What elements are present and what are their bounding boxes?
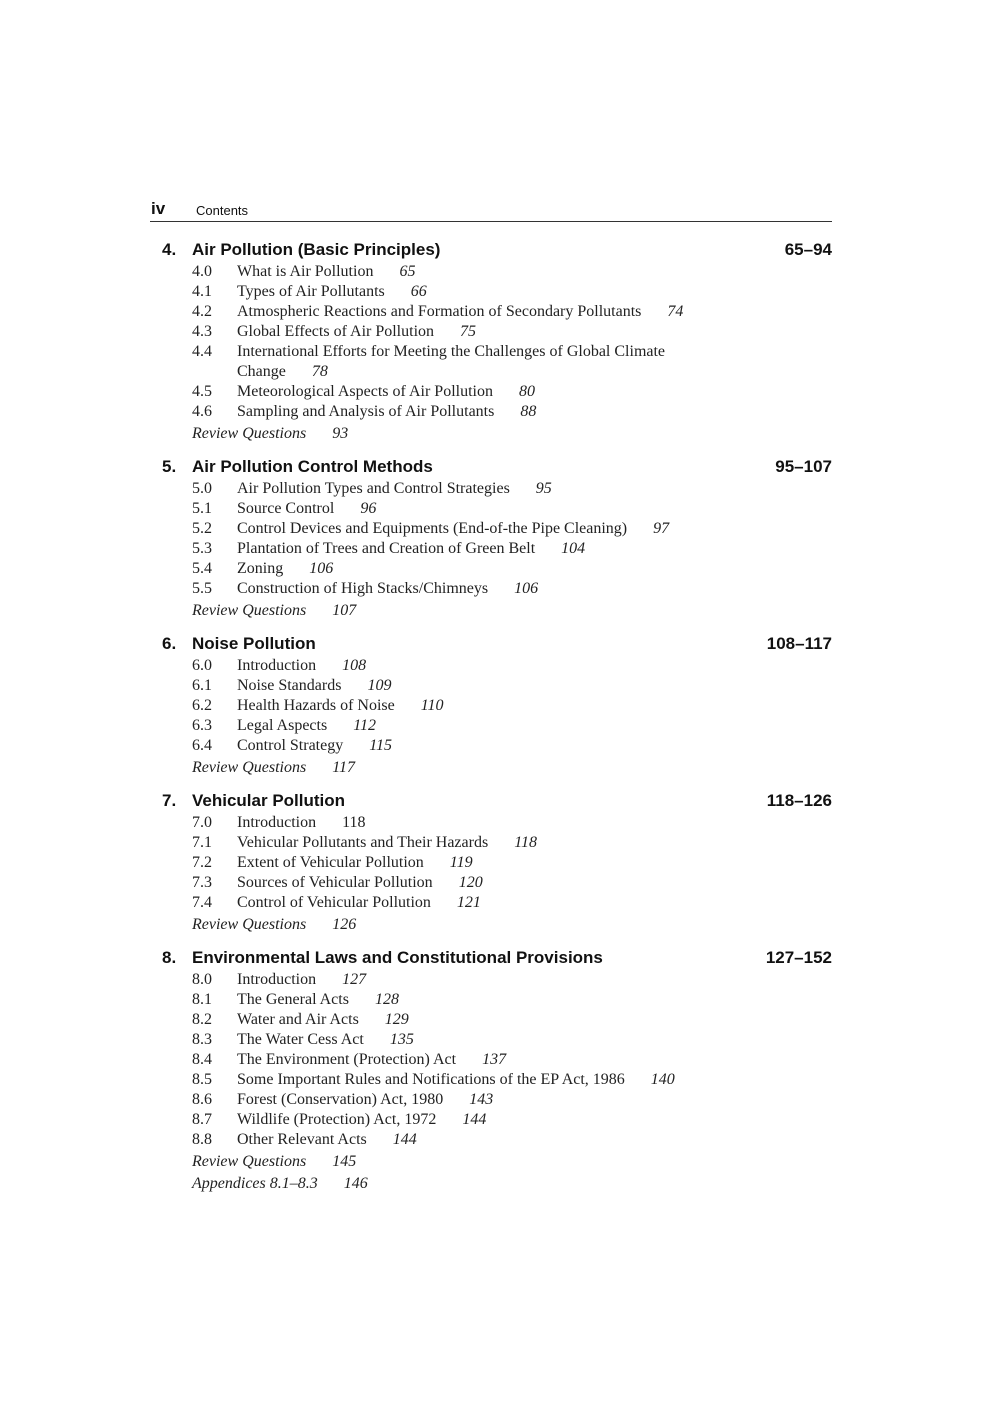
section-page: 75: [460, 323, 477, 340]
section-title: Forest (Conservation) Act, 1980: [237, 1091, 444, 1108]
chapter-block: [150, 632, 832, 778]
chapter-page-range: 95–107: [775, 457, 832, 476]
toc-entry: [150, 1070, 747, 1090]
section-title: Other Relevant Acts: [237, 1131, 367, 1148]
chapter-title: Air Pollution Control Methods: [192, 457, 433, 476]
chapter-title: Environmental Laws and Constitutional Provisions: [192, 948, 603, 967]
section-title: Noise Standards: [237, 677, 342, 694]
section-title: Global Effects of Air Pollution: [237, 323, 435, 340]
section-title: Control Devices and Equipments (End-of-the Pipe Cleaning): [237, 520, 628, 537]
section-title: Wildlife (Protection) Act, 1972: [237, 1111, 437, 1128]
section-title: What is Air Pollution: [237, 263, 374, 280]
toc-entry: [150, 1130, 747, 1150]
section-page: 120: [458, 874, 483, 891]
section-page: 112: [353, 717, 377, 734]
chapter-number: 4.: [162, 240, 177, 259]
section-title: Control of Vehicular Pollution: [237, 894, 431, 911]
section-page: 110: [420, 697, 444, 714]
section-number: 7.0: [192, 814, 212, 831]
section-title: Health Hazards of Noise: [237, 697, 395, 714]
section-page: 127: [342, 971, 367, 988]
toc-entry: [150, 342, 747, 382]
toc-entry: [150, 716, 747, 736]
section-number: 4.3: [192, 323, 212, 340]
section-title: The Water Cess Act: [237, 1031, 364, 1048]
toc-entry: [150, 559, 747, 579]
section-title: Introduction: [237, 657, 317, 674]
extra-title: Review Questions: [192, 916, 307, 933]
toc-entry: [150, 1010, 747, 1030]
toc-entry: [150, 382, 747, 402]
toc-extra-entry: [150, 915, 832, 935]
toc-entry: [150, 1030, 747, 1050]
section-title: Meteorological Aspects of Air Pollution: [237, 383, 493, 400]
section-title: Legal Aspects: [237, 717, 328, 734]
section-number: 8.0: [192, 971, 212, 988]
section-number: 6.4: [192, 737, 212, 754]
section-page: 108: [342, 657, 367, 674]
section-title: The Environment (Protection) Act: [237, 1051, 457, 1068]
toc-entry: [150, 696, 747, 716]
section-page: 119: [449, 854, 473, 871]
section-page: 106: [514, 580, 539, 597]
section-number: 8.3: [192, 1031, 212, 1048]
section-page: 115: [369, 737, 393, 754]
section-number: 8.8: [192, 1131, 212, 1148]
section-page: 106: [309, 560, 334, 577]
toc-extra-entry: [150, 424, 832, 444]
section-number: 6.1: [192, 677, 212, 694]
running-title: Contents: [196, 203, 249, 218]
section-page: 78: [311, 363, 328, 380]
section-page: 140: [650, 1071, 675, 1088]
extra-page: 145: [332, 1153, 357, 1170]
extra-page: 117: [332, 759, 356, 776]
section-number: 8.5: [192, 1071, 212, 1088]
toc-entry: [150, 893, 747, 913]
section-page: 66: [410, 283, 427, 300]
extra-title: Review Questions: [192, 1153, 307, 1170]
chapter-title: Air Pollution (Basic Principles): [192, 240, 441, 259]
toc-entry: [150, 519, 747, 539]
section-number: 4.0: [192, 263, 212, 280]
chapter-page-range: 127–152: [765, 948, 832, 967]
section-title: Source Control: [237, 500, 335, 517]
section-page: 95: [535, 480, 552, 497]
toc-entry: [150, 873, 747, 893]
section-page: 143: [469, 1091, 494, 1108]
section-title: Introduction: [237, 971, 317, 988]
extra-title: Review Questions: [192, 759, 307, 776]
chapter-block: [150, 238, 832, 444]
extra-page: 126: [332, 916, 357, 933]
toc-extra-entry: [150, 1174, 832, 1194]
toc-entry: [150, 302, 747, 322]
extra-title: Review Questions: [192, 425, 307, 442]
section-number: 4.2: [192, 303, 212, 320]
section-page: 88: [520, 403, 537, 420]
toc-entry: [150, 676, 747, 696]
section-number: 8.1: [192, 991, 212, 1008]
chapter-heading: [150, 455, 832, 479]
toc-entry: [150, 656, 747, 676]
section-title: Air Pollution Types and Control Strategies: [237, 480, 510, 497]
section-page: 80: [518, 383, 535, 400]
section-number: 5.2: [192, 520, 212, 537]
section-number: 8.7: [192, 1111, 212, 1128]
section-page: 96: [360, 500, 377, 517]
section-page: 135: [389, 1031, 414, 1048]
section-page: 144: [392, 1131, 417, 1148]
section-title: Zoning: [237, 560, 284, 577]
section-number: 8.6: [192, 1091, 212, 1108]
chapter-number: 8.: [162, 948, 177, 967]
section-number: 6.3: [192, 717, 212, 734]
toc-entry: [150, 1050, 747, 1070]
toc-entry: [150, 402, 747, 422]
section-number: 8.2: [192, 1011, 212, 1028]
chapter-number: 5.: [162, 457, 177, 476]
section-number: 5.4: [192, 560, 212, 577]
toc-entry: [150, 833, 747, 853]
section-page: 104: [561, 540, 586, 557]
chapter-title: Vehicular Pollution: [192, 791, 346, 810]
chapter-page-range: 118–126: [766, 791, 832, 810]
section-number: 7.1: [192, 834, 212, 851]
section-number: 4.4: [192, 343, 212, 360]
extra-title: Review Questions: [192, 602, 307, 619]
section-page: 144: [462, 1111, 487, 1128]
toc-extra-entry: [150, 601, 832, 621]
chapter-number: 6.: [162, 634, 177, 653]
section-title: Plantation of Trees and Creation of Green Belt: [237, 540, 536, 557]
section-page: 74: [667, 303, 684, 320]
toc-entry: [150, 322, 747, 342]
section-number: 5.1: [192, 500, 212, 517]
section-title: Construction of High Stacks/Chimneys: [237, 580, 489, 597]
chapter-page-range: 65–94: [784, 240, 832, 259]
section-number: 7.2: [192, 854, 212, 871]
section-page: 137: [482, 1051, 507, 1068]
section-page: 121: [456, 894, 481, 911]
section-page: 97: [653, 520, 670, 537]
chapter-block: [150, 946, 832, 1194]
section-number: 6.2: [192, 697, 212, 714]
toc-entry: [150, 736, 747, 756]
section-number: 7.3: [192, 874, 212, 891]
section-number: 5.3: [192, 540, 212, 557]
toc-entry: [150, 282, 747, 302]
chapter-heading: [150, 238, 832, 262]
extra-page: 93: [332, 425, 349, 442]
chapter-heading: [150, 789, 832, 813]
section-title: Water and Air Acts: [237, 1011, 359, 1028]
section-page: 65: [399, 263, 416, 280]
page-number: iv: [151, 199, 166, 218]
section-title: The General Acts: [237, 991, 349, 1008]
section-number: 5.0: [192, 480, 212, 497]
section-number: 4.1: [192, 283, 212, 300]
section-number: 8.4: [192, 1051, 212, 1068]
toc-entry: [150, 539, 747, 559]
toc-extra-entry: [150, 1152, 832, 1172]
chapter-heading: [150, 946, 832, 970]
toc-entry: [150, 990, 747, 1010]
chapter-block: [150, 455, 832, 621]
section-title: Introduction: [237, 814, 317, 831]
toc-entry: [150, 499, 747, 519]
section-number: 4.5: [192, 383, 212, 400]
section-title: Atmospheric Reactions and Formation of Secondary Pollutants: [237, 303, 642, 320]
chapter-title: Noise Pollution: [192, 634, 316, 653]
chapter-page-range: 108–117: [766, 634, 832, 653]
toc-entry: [150, 970, 747, 990]
section-title: Extent of Vehicular Pollution: [237, 854, 424, 871]
section-title: Types of Air Pollutants: [237, 283, 385, 300]
section-page: 109: [367, 677, 392, 694]
section-title: Sources of Vehicular Pollution: [237, 874, 433, 891]
section-page: 118: [342, 814, 366, 831]
toc-entry: [150, 813, 747, 833]
section-number: 7.4: [192, 894, 212, 911]
section-page: 129: [384, 1011, 409, 1028]
chapter-heading: [150, 632, 832, 656]
extra-page: 107: [332, 602, 357, 619]
section-number: 4.6: [192, 403, 212, 420]
toc-entry: [150, 479, 747, 499]
extra-page: 146: [343, 1175, 368, 1192]
section-page: 118: [514, 834, 537, 851]
chapter-block: [150, 789, 832, 935]
header-rule: [150, 221, 832, 222]
section-number: 5.5: [192, 580, 212, 597]
toc-entry: [150, 1090, 747, 1110]
section-title: Control Strategy: [237, 737, 344, 754]
toc-entry: [150, 579, 747, 599]
toc-entry: [150, 1110, 747, 1130]
section-title: Vehicular Pollutants and Their Hazards: [237, 834, 489, 851]
section-page: 128: [374, 991, 399, 1008]
section-number: 6.0: [192, 657, 212, 674]
section-title: International Efforts for Meeting the Challenges of Global Climate Change: [237, 343, 666, 380]
section-title: Some Important Rules and Notifications of the EP Act, 1986: [237, 1071, 625, 1088]
toc-entry: [150, 853, 747, 873]
toc-entry: [150, 262, 747, 282]
chapter-number: 7.: [162, 791, 177, 810]
toc-extra-entry: [150, 758, 832, 778]
section-title: Sampling and Analysis of Air Pollutants: [237, 403, 495, 420]
extra-title: Appendices 8.1–8.3: [192, 1175, 318, 1192]
